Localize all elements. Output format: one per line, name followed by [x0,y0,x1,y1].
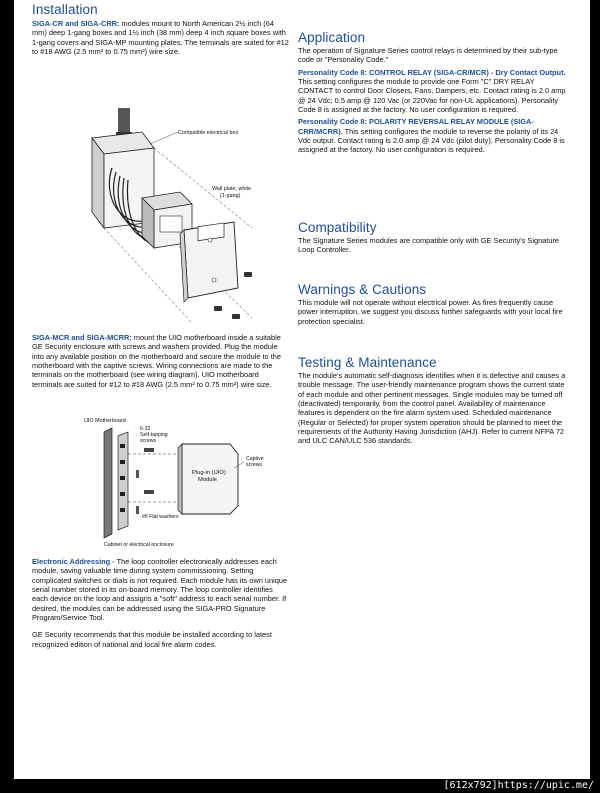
captive-label-2: screws [246,462,263,468]
compatibility-section [298,220,568,255]
upic-watermark: [612x792]https://upic.me/ [443,780,594,791]
application-section [298,30,568,155]
mounting-diagram [32,108,290,328]
addressing-text: The loop controller electronically addresses each module, saving valuable time during system commissioning. Setting complicated switches or dials is not required. Each module has its own unique serial number stored in its on-board memory. The loop controller identifies each device on the loop and assigns a "soft" address to each serial number. If desired, the modules can be addressed using the SIGA-PRO Signature Program/Service Tool. [32,557,288,623]
personality-code-8-paragraph [298,68,568,115]
warnings-heading: Warnings & Cautions [298,282,427,297]
polarity-reversal-paragraph [298,117,568,154]
washers-label: #6 Flat washers [142,514,179,520]
warnings-section [298,282,568,326]
flat-washers [136,470,139,514]
mcr-paragraph [32,333,290,389]
addressing-label: Electronic Addressing - [32,557,115,566]
warnings-text: This module will not operate without electrical power. As fires frequently cause power interruption, we suggest you discuss further safeguards with your local fire protection specialist. [298,298,563,326]
personality-code-8-label: Personality Code 8: CONTROL RELAY (SIGA-CR/MCR) - Dry Contact Output. [298,67,566,77]
testing-text: The module's automatic self-diagnosis identifies when it is defective and causes a trouble message. The user-friendly maintenance program shows the current state of each module and other pertinent messages. Single modules may be turned off (deactivated) temporarily, from the control panel. Availability of maintenance features is dependent on the fire alarm system used. Scheduled maintenance (Regular or Selected) for proper system operation should be planned to meet the requirements of the Authority Having Jurisdiction (AHJ). Refer to current NFPA 72 and ULC CAN/ULC 536 standards. [298,371,566,446]
conduit [118,108,130,136]
self-tapping-screws [144,448,154,494]
wall-plate-label-2: (1-gang) [220,193,241,199]
installation-heading: Installation [32,2,98,17]
wall-plate-label: Wall plate, white [212,186,252,192]
addressing-paragraph [32,557,290,622]
screws-label-1: 6-32 [140,426,151,432]
application-heading: Application [298,30,366,45]
module-label-2: Module [198,477,218,483]
cabinet-label: Cabinet or electrical enclosure [104,542,174,548]
testing-heading: Testing & Maintenance [298,355,437,370]
polarity-reversal-text: This setting configures the module to reverse the polarity of its 24 Vdc output. Contact rating is 2.0 amp @ 24 Vdc (pilot duty). Personality Code 8 is assigned at the factory. No user configuration is required. [298,126,565,155]
addressing-section [32,557,290,649]
mcr-label: SIGA-MCR and SIGA-MCRR: [32,333,132,342]
bottom-bar [0,779,600,793]
wall-plate [180,222,238,302]
testing-section [298,355,568,446]
personality-code-8-text: This setting configures the module to provide one Form "C" DRY RELAY CONTACT to control Door Closers, Fans, Dampers, etc. Contact rating is 2.0 amp @ 24 Vdc; 0.5 amp @ 120 Vac (or 220Vac for non-UL applications). Personality Code 8 is assigned at the factory. No user configuration is required. [298,77,566,115]
datasheet-page [14,0,590,779]
cr-crr-label: SIGA-CR and SIGA-CRR: [32,19,120,28]
installation-section [32,2,290,56]
application-intro: The operation of Signature Series control relays is determined by their sub-type code or "Personality Code." [298,46,558,65]
compatible-box-label: Compatible electrical box [178,130,239,136]
mcr-section [32,333,290,389]
screws-label-2: Self-tapping [140,432,168,438]
motherboard-diagram [32,414,290,550]
mcr-text: mount the UIO motherboard inside a suitable GE Security enclosure with screws and washers provided. Plug the module into any available position on the motherboard and secure the module to the motherboard with the captive screws. Wiring connections are made to the terminals on the motherboard (see wiring diagram). UIO motherboard terminals are suited for #12 to #18 AWG (2.5 mm² to 0.75 mm²) wire size. [32,333,281,389]
cabinet-wall [104,428,112,538]
module-label-1: Plug-in (UIO) [192,470,226,476]
compatibility-heading: Compatibility [298,220,377,235]
polarity-reversal-label: Personality Code 8: POLARITY REVERSAL RELAY MODULE (SIGA-CRR/MCRR). [298,117,534,136]
screws-label-3: screws [140,438,157,444]
uio-motherboard-label: UIO Motherboard [84,418,126,424]
compatibility-text: The Signature Series modules are compatible only with GE Security's Signature Loop Controller. [298,236,560,255]
installation-intro [32,19,290,56]
cr-crr-text: modules mount to North American 2½ inch (64 mm) deep 1-gang boxes and 1½ inch (38 mm) deep 4 inch square boxes with 1-gang covers and SIGA-MP mounting plates. The terminals are suited for #12 to #18 AWG (2.5 mm² to 0.75 mm²) wire size. [32,19,289,57]
recommend-paragraph: GE Security recommends that this module be installed according to latest recognized edition of national and local fire alarm codes. [32,630,272,649]
captive-label-1: Captive [246,456,264,462]
